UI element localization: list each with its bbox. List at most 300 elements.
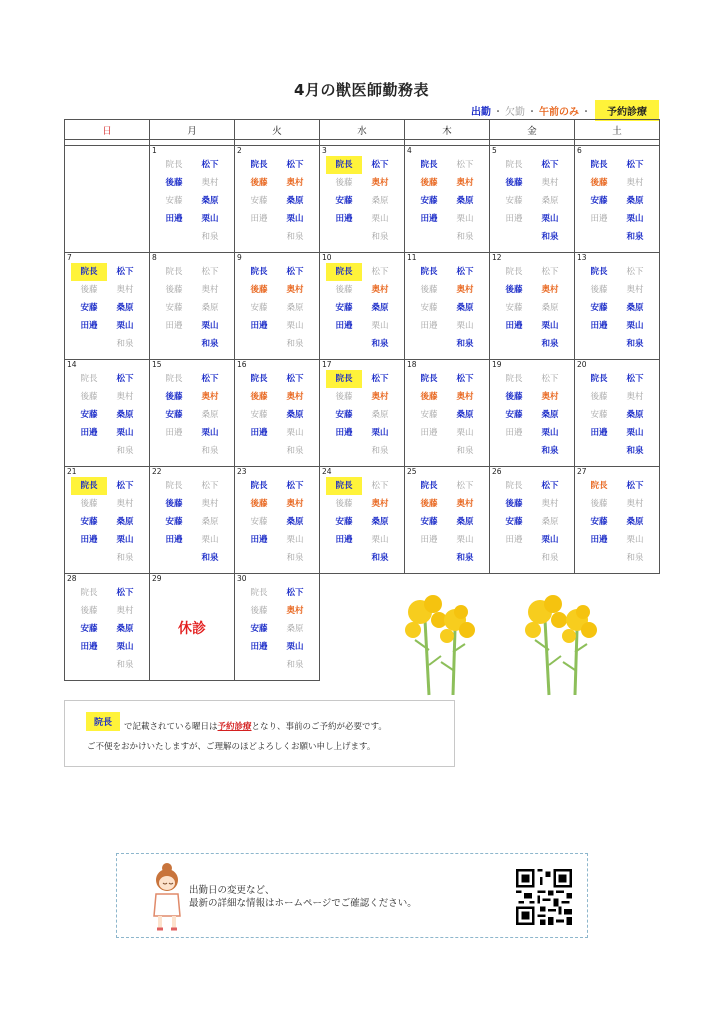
staff-name: 桑原: [201, 410, 219, 420]
staff-name: 院長: [165, 160, 183, 170]
staff-name: 和泉: [456, 232, 474, 242]
staff-name: 安藤: [335, 517, 353, 527]
staff-name: 松下: [201, 374, 219, 384]
staff-name: 田邉: [505, 214, 523, 224]
staff-name: 奥村: [371, 178, 389, 188]
staff-name: 奥村: [286, 392, 304, 402]
staff-name: 田邉: [335, 214, 353, 224]
legend-separator: ・: [493, 107, 503, 118]
staff-name: 院長: [250, 374, 268, 384]
day-cell: [65, 360, 150, 467]
staff-name: 安藤: [250, 196, 268, 206]
staff-name: 和泉: [116, 339, 134, 349]
legend-separator: ・: [581, 107, 591, 118]
day-cell: [575, 146, 660, 253]
staff-name: 田邉: [250, 642, 268, 652]
staff-grid: [320, 370, 404, 460]
legend-reservation: 予約診療: [595, 100, 659, 121]
staff-name: 奥村: [201, 285, 219, 295]
staff-name: 栗山: [456, 321, 474, 331]
day-number: 6: [577, 146, 582, 155]
staff-name: 和泉: [541, 339, 559, 349]
day-number: 14: [67, 360, 77, 369]
staff-name: 和泉: [286, 232, 304, 242]
staff-name: 奥村: [286, 178, 304, 188]
staff-name: 安藤: [420, 303, 438, 313]
staff-name: 安藤: [505, 303, 523, 313]
staff-name: 田邉: [505, 321, 523, 331]
staff-name: 桑原: [626, 303, 644, 313]
staff-name: 松下: [371, 481, 389, 491]
staff-name: 奥村: [116, 499, 134, 509]
staff-name: 栗山: [541, 535, 559, 545]
staff-name: 安藤: [420, 196, 438, 206]
staff-name: 院長: [250, 588, 268, 598]
rapeseed-flowers-illustration: [395, 590, 625, 700]
staff-name: 後藤: [590, 285, 608, 295]
staff-slot-empty: [326, 442, 362, 460]
day-number: 16: [237, 360, 247, 369]
day-number: 26: [492, 467, 502, 476]
staff-name: 栗山: [116, 535, 134, 545]
staff-name: 和泉: [456, 446, 474, 456]
staff-name: 安藤: [590, 517, 608, 527]
staff-grid: [490, 263, 574, 353]
blank-day-cell: [65, 146, 150, 253]
day-cell: [490, 146, 575, 253]
staff-name: 奥村: [201, 392, 219, 402]
day-number: 3: [322, 146, 327, 155]
reservation-notice: [64, 700, 455, 767]
staff-name: 田邉: [590, 428, 608, 438]
staff-name: 田邉: [80, 642, 98, 652]
staff-grid: [575, 477, 659, 567]
staff-slot-empty: [496, 549, 532, 567]
staff-grid: [150, 477, 234, 567]
staff-grid: [235, 477, 319, 567]
staff-name: 安藤: [420, 517, 438, 527]
staff-grid: [405, 156, 489, 246]
staff-grid: [320, 156, 404, 246]
staff-name: 栗山: [456, 214, 474, 224]
staff-name: 和泉: [626, 339, 644, 349]
staff-name: 安藤: [590, 410, 608, 420]
day-cell: [150, 253, 235, 360]
day-cell: [405, 467, 490, 574]
staff-name: 松下: [371, 267, 389, 277]
day-cell: [235, 146, 320, 253]
staff-name: 栗山: [116, 642, 134, 652]
day-number: 17: [322, 360, 332, 369]
staff-name: 和泉: [286, 339, 304, 349]
staff-name: 安藤: [165, 410, 183, 420]
staff-name: 後藤: [335, 178, 353, 188]
staff-name: 安藤: [505, 196, 523, 206]
staff-name: 栗山: [286, 321, 304, 331]
staff-name: 後藤: [250, 178, 268, 188]
staff-name: 松下: [456, 481, 474, 491]
day-cell: [575, 360, 660, 467]
staff-name: 栗山: [286, 642, 304, 652]
staff-name: 栗山: [201, 321, 219, 331]
day-number: 7: [67, 253, 72, 262]
staff-name: 安藤: [250, 410, 268, 420]
staff-name: 田邉: [250, 214, 268, 224]
day-number: 10: [322, 253, 332, 262]
staff-name: 松下: [626, 374, 644, 384]
staff-name: 奥村: [116, 285, 134, 295]
staff-name: 奥村: [626, 499, 644, 509]
footer-info-box: [116, 853, 588, 938]
staff-name: 松下: [286, 160, 304, 170]
staff-name: 田邉: [250, 321, 268, 331]
staff-name: 桑原: [116, 624, 134, 634]
staff-name: 院長: [165, 374, 183, 384]
staff-name: 後藤: [335, 499, 353, 509]
staff-name: 桑原: [201, 517, 219, 527]
staff-name: 院長: [71, 263, 107, 281]
staff-name: 桑原: [541, 303, 559, 313]
staff-name: 後藤: [335, 285, 353, 295]
staff-slot-empty: [581, 442, 617, 460]
staff-name: 桑原: [456, 196, 474, 206]
staff-slot-empty: [496, 442, 532, 460]
staff-name: 田邉: [250, 535, 268, 545]
day-number: 19: [492, 360, 502, 369]
staff-name: 後藤: [80, 392, 98, 402]
day-number: 5: [492, 146, 497, 155]
staff-name: 桑原: [371, 196, 389, 206]
day-number: 30: [237, 574, 247, 583]
staff-grid: [235, 156, 319, 246]
staff-grid: [150, 156, 234, 246]
staff-name: 和泉: [456, 339, 474, 349]
staff-name: 桑原: [541, 517, 559, 527]
weekday-sat: 土: [575, 120, 660, 140]
staff-name: 奥村: [626, 392, 644, 402]
staff-grid: [405, 370, 489, 460]
staff-slot-empty: [156, 442, 192, 460]
staff-name: 和泉: [541, 446, 559, 456]
staff-slot-empty: [411, 442, 447, 460]
staff-slot-empty: [241, 228, 277, 246]
notice-text-b: となり、事前のご予約が必要です。: [251, 722, 387, 732]
staff-name: 松下: [456, 267, 474, 277]
staff-name: 院長: [505, 481, 523, 491]
footer-line-1: 出勤日の変更など、: [189, 885, 275, 896]
day-number: 4: [407, 146, 412, 155]
staff-name: 松下: [116, 267, 134, 277]
day-number: 22: [152, 467, 162, 476]
staff-name: 安藤: [335, 196, 353, 206]
staff-name: 桑原: [371, 303, 389, 313]
week-row: [65, 146, 660, 253]
day-number: 23: [237, 467, 247, 476]
staff-name: 栗山: [201, 428, 219, 438]
staff-grid: [575, 156, 659, 246]
staff-name: 和泉: [626, 232, 644, 242]
staff-name: 奥村: [626, 178, 644, 188]
staff-grid: [65, 584, 149, 674]
staff-name: 奥村: [626, 285, 644, 295]
staff-name: 松下: [286, 267, 304, 277]
day-cell: [235, 360, 320, 467]
staff-name: 松下: [541, 481, 559, 491]
week-row: [65, 360, 660, 467]
staff-slot-empty: [241, 549, 277, 567]
day-cell: [575, 467, 660, 574]
staff-name: 院長: [420, 481, 438, 491]
staff-name: 安藤: [505, 517, 523, 527]
staff-name: 桑原: [286, 624, 304, 634]
staff-name: 和泉: [371, 446, 389, 456]
staff-name: 松下: [201, 481, 219, 491]
staff-grid: [405, 263, 489, 353]
staff-name: 田邉: [420, 214, 438, 224]
staff-name: 栗山: [286, 214, 304, 224]
day-cell: [490, 253, 575, 360]
staff-name: 桑原: [286, 517, 304, 527]
staff-name: 後藤: [165, 285, 183, 295]
staff-name: 安藤: [80, 410, 98, 420]
staff-slot-empty: [156, 228, 192, 246]
staff-name: 院長: [80, 374, 98, 384]
staff-name: 栗山: [371, 214, 389, 224]
staff-name: 松下: [286, 588, 304, 598]
staff-name: 院長: [420, 374, 438, 384]
staff-name: 松下: [286, 374, 304, 384]
staff-name: 院長: [165, 481, 183, 491]
staff-name: 松下: [116, 481, 134, 491]
staff-name: 桑原: [286, 196, 304, 206]
staff-name: 田邉: [335, 535, 353, 545]
staff-name: 栗山: [626, 214, 644, 224]
day-number: 28: [67, 574, 77, 583]
weekday-fri: 金: [490, 120, 575, 140]
day-cell: [150, 467, 235, 574]
staff-name: 院長: [326, 477, 362, 495]
staff-name: 桑原: [371, 410, 389, 420]
staff-name: 桑原: [201, 303, 219, 313]
staff-name: 和泉: [371, 553, 389, 563]
staff-slot-empty: [411, 228, 447, 246]
qr-code-icon[interactable]: [512, 869, 576, 925]
day-number: 2: [237, 146, 242, 155]
staff-name: 桑原: [541, 196, 559, 206]
day-cell: [65, 467, 150, 574]
staff-name: 奥村: [456, 285, 474, 295]
staff-name: 院長: [420, 160, 438, 170]
staff-name: 栗山: [626, 321, 644, 331]
staff-name: 栗山: [201, 535, 219, 545]
staff-name: 後藤: [590, 392, 608, 402]
staff-name: 後藤: [250, 606, 268, 616]
legend-present: 出勤: [471, 107, 491, 118]
legend-separator: ・: [527, 107, 537, 118]
staff-slot-empty: [496, 228, 532, 246]
day-cell: [320, 146, 405, 253]
staff-grid: [65, 263, 149, 353]
staff-slot-empty: [241, 442, 277, 460]
staff-name: 和泉: [626, 553, 644, 563]
staff-name: 院長: [590, 374, 608, 384]
staff-grid: [405, 477, 489, 567]
staff-name: 後藤: [250, 392, 268, 402]
staff-grid: [65, 477, 149, 567]
staff-name: 院長: [250, 267, 268, 277]
staff-name: 奥村: [371, 285, 389, 295]
staff-name: 奥村: [541, 178, 559, 188]
staff-name: 安藤: [80, 517, 98, 527]
staff-grid: [235, 370, 319, 460]
day-number: 13: [577, 253, 587, 262]
staff-grid: [575, 370, 659, 460]
day-cell: [320, 253, 405, 360]
staff-name: 安藤: [80, 303, 98, 313]
day-cell: [235, 574, 320, 681]
staff-name: 和泉: [201, 339, 219, 349]
staff-name: 奥村: [456, 499, 474, 509]
staff-name: 後藤: [250, 285, 268, 295]
day-number: 9: [237, 253, 242, 262]
staff-slot-empty: [326, 335, 362, 353]
staff-name: 奥村: [286, 285, 304, 295]
staff-name: 奥村: [456, 178, 474, 188]
day-cell: [575, 253, 660, 360]
staff-name: 院長: [505, 267, 523, 277]
staff-name: 桑原: [286, 410, 304, 420]
staff-name: 松下: [541, 374, 559, 384]
staff-name: 桑原: [626, 517, 644, 527]
staff-slot-empty: [326, 549, 362, 567]
staff-name: 松下: [201, 267, 219, 277]
staff-name: 田邉: [165, 535, 183, 545]
staff-name: 桑原: [541, 410, 559, 420]
staff-name: 和泉: [371, 339, 389, 349]
staff-name: 院長: [326, 370, 362, 388]
staff-name: 栗山: [371, 428, 389, 438]
staff-name: 松下: [456, 160, 474, 170]
staff-name: 安藤: [165, 303, 183, 313]
staff-name: 田邉: [165, 214, 183, 224]
staff-name: 田邉: [420, 535, 438, 545]
staff-grid: [320, 477, 404, 567]
staff-name: 奥村: [286, 499, 304, 509]
staff-name: 松下: [286, 481, 304, 491]
staff-name: 安藤: [165, 517, 183, 527]
staff-name: 和泉: [541, 553, 559, 563]
staff-name: 松下: [626, 267, 644, 277]
staff-name: 後藤: [420, 178, 438, 188]
staff-name: 和泉: [201, 446, 219, 456]
staff-name: 松下: [626, 160, 644, 170]
staff-name: 松下: [371, 374, 389, 384]
notice-line-2: ご不便をおかけいたしますが、ご理解のほどよろしくお願い申し上げます。: [87, 742, 376, 752]
staff-name: 栗山: [371, 535, 389, 545]
staff-name: 栗山: [541, 214, 559, 224]
outside-month-cell: [320, 574, 405, 681]
week-row: [65, 467, 660, 574]
day-cell: [150, 360, 235, 467]
day-number: 24: [322, 467, 332, 476]
staff-grid: [65, 370, 149, 460]
day-number: 20: [577, 360, 587, 369]
staff-name: 院長: [71, 477, 107, 495]
bowing-staff-icon: [147, 860, 187, 932]
staff-grid: [235, 263, 319, 353]
day-cell: [490, 467, 575, 574]
staff-name: 栗山: [626, 428, 644, 438]
staff-name: 松下: [456, 374, 474, 384]
staff-name: 後藤: [505, 285, 523, 295]
staff-name: 院長: [590, 160, 608, 170]
staff-name: 奥村: [371, 392, 389, 402]
staff-name: 栗山: [541, 428, 559, 438]
staff-name: 後藤: [420, 392, 438, 402]
staff-name: 栗山: [116, 428, 134, 438]
staff-name: 院長: [326, 263, 362, 281]
staff-name: 安藤: [505, 410, 523, 420]
staff-slot-empty: [581, 549, 617, 567]
staff-name: 奥村: [201, 499, 219, 509]
weekday-mon: 月: [150, 120, 235, 140]
weekday-sun: 日: [65, 120, 150, 140]
staff-name: 田邉: [590, 321, 608, 331]
staff-slot-empty: [71, 335, 107, 353]
staff-name: 後藤: [165, 499, 183, 509]
day-number: 18: [407, 360, 417, 369]
day-number: 29: [152, 574, 162, 583]
staff-name: 田邉: [420, 321, 438, 331]
staff-name: 後藤: [250, 499, 268, 509]
staff-name: 安藤: [250, 517, 268, 527]
staff-name: 安藤: [420, 410, 438, 420]
staff-name: 和泉: [456, 553, 474, 563]
staff-name: 後藤: [590, 499, 608, 509]
staff-slot-empty: [156, 549, 192, 567]
staff-slot-empty: [496, 335, 532, 353]
staff-name: 田邉: [505, 535, 523, 545]
staff-name: 安藤: [590, 196, 608, 206]
weekday-tue: 火: [235, 120, 320, 140]
day-cell: [405, 146, 490, 253]
staff-name: 院長: [250, 481, 268, 491]
staff-name: 和泉: [201, 232, 219, 242]
weekday-wed: 水: [320, 120, 405, 140]
day-number: 1: [152, 146, 157, 155]
notice-highlight-sample: 院長: [86, 712, 120, 731]
staff-name: 奥村: [201, 178, 219, 188]
staff-name: 田邉: [80, 535, 98, 545]
staff-name: 和泉: [116, 553, 134, 563]
day-cell: [150, 146, 235, 253]
day-number: 12: [492, 253, 502, 262]
staff-name: 安藤: [250, 624, 268, 634]
week-row: [65, 253, 660, 360]
staff-name: 田邉: [165, 428, 183, 438]
staff-grid: [235, 584, 319, 674]
legend-morning-only: 午前のみ: [539, 107, 579, 118]
staff-name: 和泉: [286, 660, 304, 670]
staff-name: 後藤: [590, 178, 608, 188]
staff-name: 桑原: [456, 410, 474, 420]
staff-name: 後藤: [165, 392, 183, 402]
staff-name: 奥村: [371, 499, 389, 509]
staff-name: 桑原: [116, 517, 134, 527]
day-cell: [150, 574, 235, 681]
day-cell: [320, 467, 405, 574]
staff-slot-empty: [156, 335, 192, 353]
